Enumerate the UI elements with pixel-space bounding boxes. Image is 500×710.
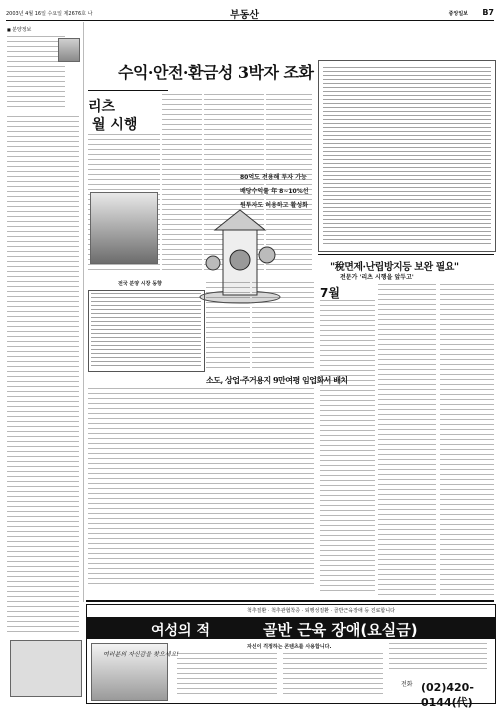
headline-rule bbox=[88, 90, 168, 91]
ad-text-right bbox=[389, 643, 487, 673]
table-title: 전국 분양 시장 동향 bbox=[118, 281, 162, 287]
subhead-policy: 원투자도 허용하고 활성화 bbox=[240, 202, 308, 209]
subhead-reits: 리츠 bbox=[88, 99, 116, 115]
left-column-bottom-text bbox=[10, 640, 82, 697]
second-story-column-1 bbox=[320, 300, 375, 595]
data-table bbox=[88, 290, 205, 372]
publisher-name: 중앙일보 bbox=[448, 11, 468, 17]
story-column-5 bbox=[206, 282, 250, 372]
subhead-month: 월 시행 bbox=[92, 117, 138, 133]
main-headline: 수익·안전·환금성 3박자 조화 bbox=[118, 63, 314, 82]
left-column-photo bbox=[58, 38, 80, 62]
left-column-text-2 bbox=[7, 116, 79, 636]
story-column-6 bbox=[252, 282, 314, 372]
subhead-dividend: 배당수익률 年 8~10%선 bbox=[240, 188, 309, 195]
second-story-column-3 bbox=[440, 284, 494, 595]
section-title: 부동산 bbox=[230, 10, 259, 21]
subhead-investment: 80억도 전용해 투자 가능 bbox=[240, 174, 307, 181]
ad-banner-lead: 여성의 적 bbox=[151, 623, 210, 639]
ad-phone: (02)420-0144(代) bbox=[421, 681, 474, 709]
ad-subline: 자신이 걱정하는 콘텐츠를 사용합니다. bbox=[247, 644, 332, 650]
bottom-story-text bbox=[88, 388, 314, 588]
advertisement bbox=[86, 604, 496, 709]
second-month: 7월 bbox=[320, 286, 340, 300]
ad-banner bbox=[87, 617, 495, 639]
ad-text-left bbox=[177, 653, 277, 698]
section-rule bbox=[318, 254, 494, 255]
building-photo bbox=[90, 192, 158, 264]
ad-banner-main: 골반 근육 장애(요실금) bbox=[263, 621, 418, 639]
issue-date: 2003년 4월 16일 수요일 제2676호 나 bbox=[6, 11, 93, 17]
ad-phone-label: 전화 bbox=[401, 681, 413, 688]
ad-separator bbox=[86, 600, 494, 602]
right-info-box bbox=[318, 60, 496, 252]
second-headline: "稅면제·난립방지등 보완 필요" bbox=[330, 262, 459, 273]
left-column-text bbox=[7, 36, 65, 111]
ad-top-line: 척추질환 · 척추관협착증 · 퇴행성질환 · 골반근육장애 등 진료합니다 bbox=[247, 608, 395, 614]
page-number: B7 bbox=[482, 8, 494, 17]
second-subhead: 전문가 '리츠 시행을 앞두고' bbox=[340, 274, 414, 281]
bottom-headline: 소도, 상업·주거용지 9만여평 임업화서 배치 bbox=[206, 375, 348, 385]
ad-text-middle bbox=[283, 653, 383, 698]
second-story-column-2 bbox=[378, 284, 436, 595]
column-divider bbox=[83, 22, 84, 602]
left-column-tag: ■ 분양정보 bbox=[7, 26, 31, 33]
ad-caption: 여러분의 자신감을 찾으세요! bbox=[103, 651, 179, 658]
page-header bbox=[6, 6, 494, 21]
